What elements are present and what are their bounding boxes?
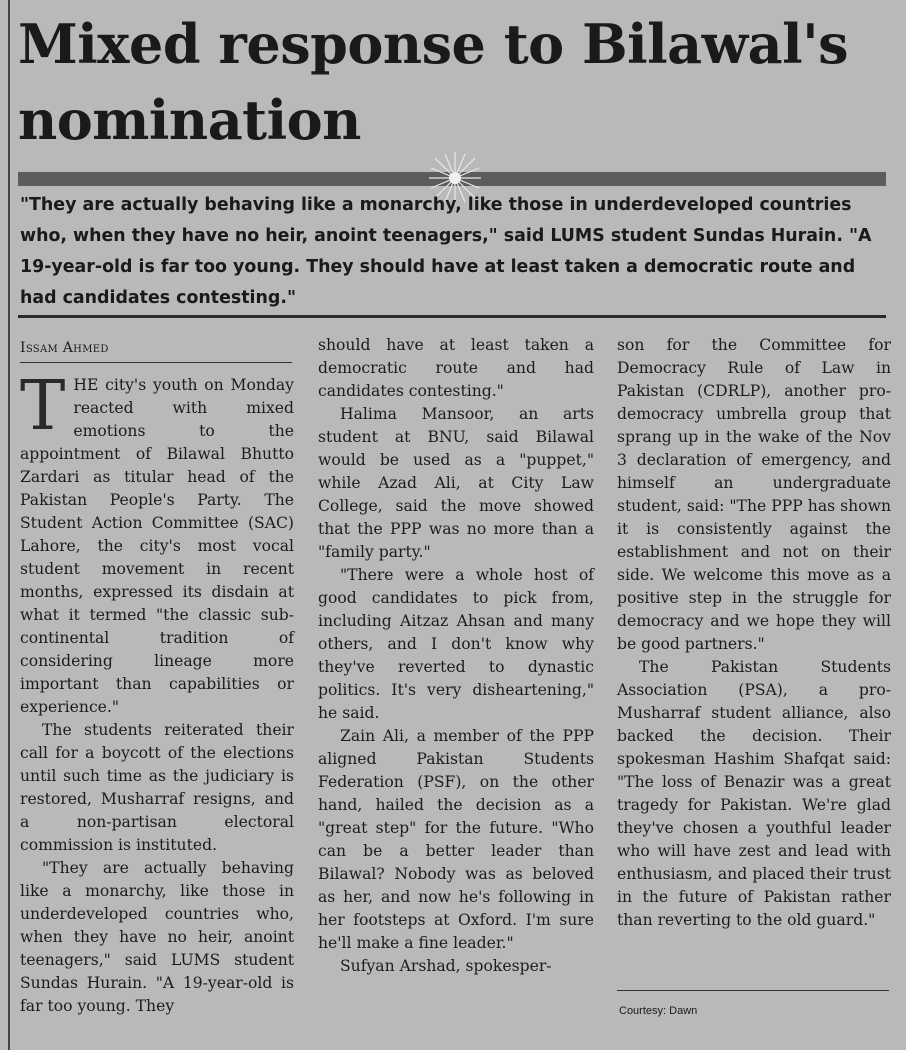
paragraph: should have at least taken a democratic route and had candidates contesting.": [318, 336, 594, 400]
paragraph: Halima Mansoor, an arts student at BNU, said Bilawal would be used as a "puppet," while Azad Ali, at City Law College, said the move showed that the PPP was no more than a "family party.": [318, 405, 594, 561]
paragraph: "There were a whole host of good candidates to pick from, including Aitzaz Ahsan and many others, and I don't know why they've reverted to dynastic politics. It's very disheartening," he said.: [318, 566, 594, 722]
paragraph: Zain Ali, a member of the PPP aligned Pakistan Students Federation (PSF), on the other hand, hailed the decision as a "great step" for the future. "Who can be a better leader than Bilawal? Nobody was as beloved as her, and now he's following in her footsteps at Oxford. I'm sure he'll make a fine leader.": [318, 727, 594, 952]
paragraph: "They are actually behaving like a monarchy, like those in underdeveloped countries who, when they have no heir, anoint teenagers," said LUMS student Sundas Hurain. "A 19-year-old is far too young. They: [20, 859, 294, 1015]
paragraph: Sufyan Arshad, spokesper-: [340, 957, 552, 975]
paragraph: son for the Committee for Democracy Rule of Law in Pakistan (CDRLP), another pro-democracy umbrella group that sprang up in the wake of the Nov 3 declaration of emergency, and himself an undergraduate student, said: "The PPP has shown it is consistently against the establishment and not on their side. We welcome this move as a positive step in the struggle for democracy and we hope they will be good partners.": [617, 336, 891, 653]
paragraph: [20, 367, 294, 719]
paragraph-text: HE city's youth on Monday reacted with mixed emotions to the appointment of Bilawal Bhutto Zardari as titular head of the Pakistan People's Party. The Student Action Committee (SAC) Lahore, the city's most vocal student movement in recent months, expressed its disdain at what it termed "the classic sub-continental tradition of considering lineage more important than capabilities or experience.": [20, 376, 294, 716]
article-column-1: [20, 367, 294, 1018]
pull-quote: "They are actually behaving like a monarchy, like those in underdeveloped countries who, when they have no heir, anoint teenagers," said LUMS student Sundas Hurain. "A 19-year-old is far too young. They should have at least taken a democratic route and had candidates contesting.": [20, 195, 872, 308]
drop-cap: T: [20, 367, 66, 446]
byline-rule: [20, 362, 292, 363]
article-column-3: [617, 334, 891, 932]
page-edge-rule: [8, 0, 10, 1050]
article-column-2: [318, 334, 594, 978]
byline: Issam Ahmed: [20, 340, 109, 356]
headline: Mixed response to Bilawal's nomination: [18, 12, 849, 152]
credit-rule: [617, 990, 889, 991]
paragraph: The Pakistan Students Association (PSA), a pro-Musharraf student alliance, also backed the decision. Their spokesman Hashim Shafqat said: "The loss of Benazir was a great tragedy for Pakistan. We're glad they've chosen a youthful leader who will have zest and lead with enthusiasm, and placed their trust in the future of Pakistan rather than reverting to the old guard.": [617, 658, 891, 929]
paragraph: The students reiterated their call for a boycott of the elections until such time as the judiciary is restored, Musharraf resigns, and a non-partisan electoral commission is instituted.: [20, 721, 294, 854]
section-rule: [18, 315, 886, 318]
source-credit: Courtesy: Dawn: [619, 1005, 698, 1017]
